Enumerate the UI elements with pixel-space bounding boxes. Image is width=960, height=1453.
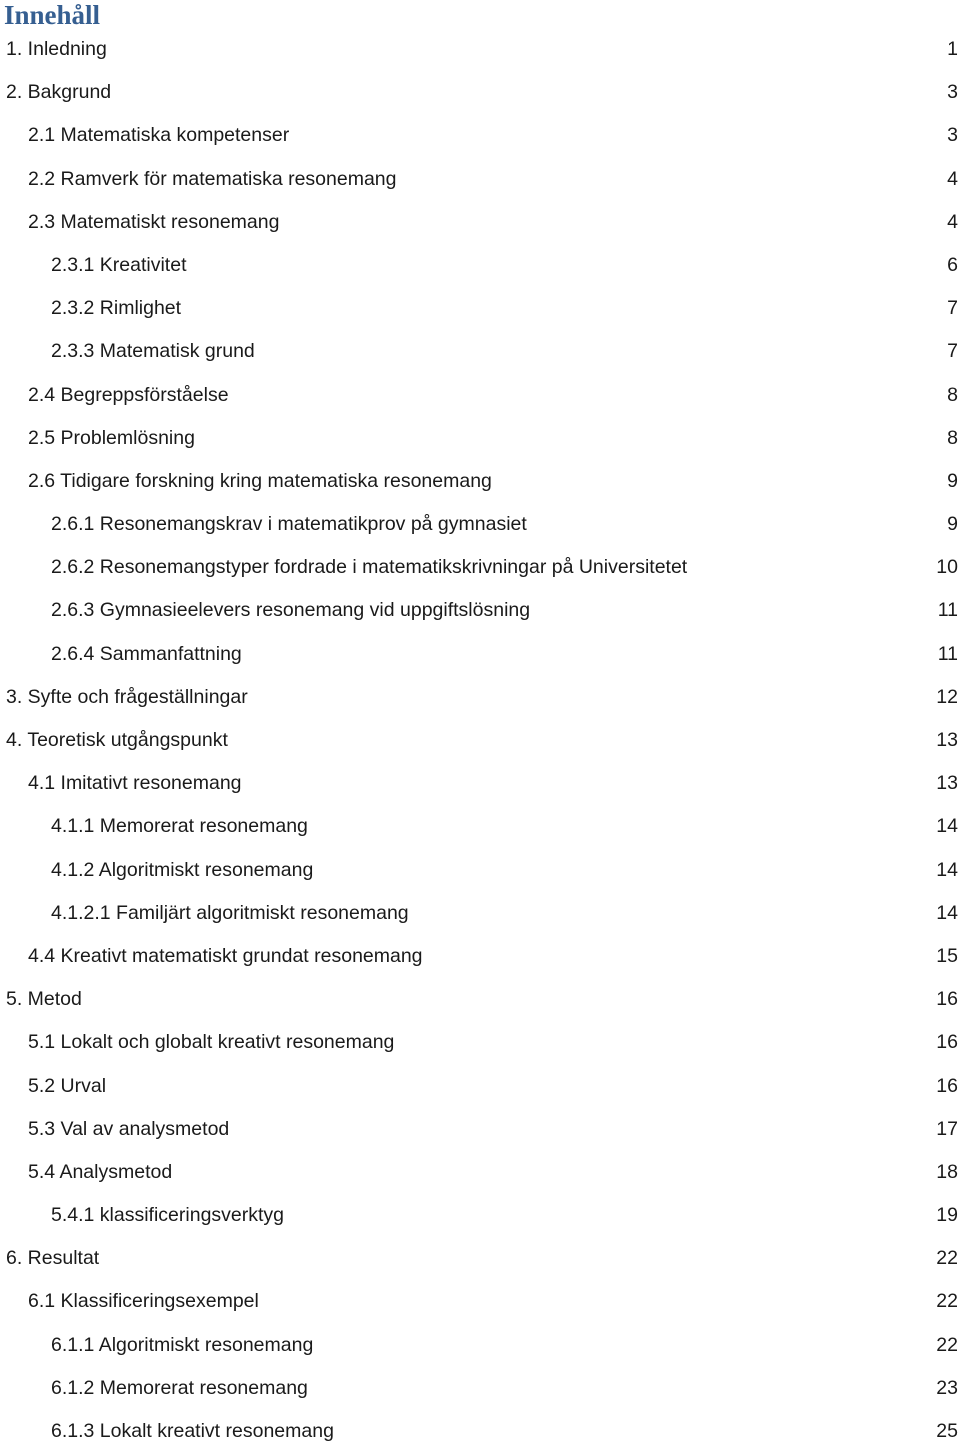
toc-entry-page-number: 9 [947, 469, 958, 492]
toc-entry[interactable] [0, 503, 960, 546]
toc-entry-title: 4. Teoretisk utgångspunkt [6, 729, 228, 751]
toc-entry[interactable] [0, 71, 960, 114]
dot-leader [337, 1436, 929, 1437]
toc-entry[interactable] [0, 158, 960, 201]
toc-entry-title: 2.6.3 Gymnasieelevers resonemang vid uppgiftslösning [51, 599, 531, 622]
dot-leader [231, 745, 929, 746]
toc-entry-title: 2.3.3 Matematisk grund [51, 340, 255, 363]
toc-entry-page-number: 10 [936, 556, 958, 579]
toc-entry-title: 6.1 Klassificeringsexempel [28, 1290, 259, 1313]
toc-entry-title: 5.4.1 klassificeringsverktyg [51, 1204, 285, 1227]
toc-entry-title: 2.1 Matematiska kompetenser [28, 124, 290, 147]
toc-entry[interactable] [0, 1367, 960, 1410]
toc-entry-title: 6.1.1 Algoritmiskt resonemang [51, 1333, 314, 1356]
dot-leader [292, 140, 929, 141]
toc-entry-title: 3. Syfte och frågeställningar [6, 685, 248, 708]
dot-leader [282, 227, 929, 228]
toc-entry[interactable] [0, 330, 960, 373]
toc-entry-title: 2.6 Tidigare forskning kring matematiska resonemang [28, 469, 492, 492]
toc-entry-title: 2.6.2 Resonemangstyper fordrade i matematikskrivningar på Universitetet [51, 556, 688, 579]
dot-leader [232, 400, 929, 401]
toc-entry[interactable] [0, 849, 960, 892]
dot-leader [287, 1220, 929, 1221]
toc-entry-title: 4.1.2 Algoritmiskt resonemang [51, 858, 314, 881]
dot-leader [110, 54, 929, 55]
toc-entry-page-number: 17 [936, 1117, 958, 1140]
dot-leader [426, 961, 929, 962]
toc-entry-page-number: 16 [936, 1031, 958, 1054]
toc-entry-title: 5.2 Urval [28, 1074, 107, 1097]
toc-entry-title: 6.1.3 Lokalt kreativt resonemang [51, 1420, 334, 1442]
toc-entry[interactable] [0, 417, 960, 460]
toc-entry[interactable] [0, 1108, 960, 1151]
toc-entry[interactable] [0, 460, 960, 503]
dot-leader [495, 486, 929, 487]
toc-entry[interactable] [0, 201, 960, 244]
toc-entry-title: 5.1 Lokalt och globalt kreativt resonemang [28, 1031, 395, 1054]
toc-entry[interactable] [0, 805, 960, 848]
dot-leader [533, 615, 929, 616]
toc-entry-title: 2.6.1 Resonemangskrav i matematikprov på gymnasiet [51, 513, 527, 536]
toc-entry-page-number: 11 [937, 599, 958, 622]
dot-leader [311, 831, 929, 832]
toc-entry-page-number: 13 [936, 729, 958, 751]
toc-entry-title: 2.3.1 Kreativitet [51, 253, 187, 276]
toc-entry-title: 4.1 Imitativt resonemang [28, 772, 242, 795]
toc-entry[interactable] [0, 978, 960, 1021]
toc-entry-title: 2.3 Matematiskt resonemang [28, 210, 280, 233]
toc-entry[interactable] [0, 589, 960, 632]
toc-entry-page-number: 8 [947, 383, 958, 406]
toc-entry-title: 2. Bakgrund [6, 81, 112, 104]
toc-entry-title: 4.1.1 Memorerat resonemang [51, 815, 308, 838]
toc-entry-title: 2.2 Ramverk för matematiska resonemang [28, 167, 397, 190]
toc-entry-title: 6. Resultat [6, 1247, 100, 1270]
dot-leader [102, 1263, 929, 1264]
dot-leader [412, 918, 929, 919]
toc-entry[interactable] [0, 1194, 960, 1237]
toc-entry-title: 6.1.2 Memorerat resonemang [51, 1376, 308, 1399]
toc-entry[interactable] [0, 633, 960, 676]
toc-entry-page-number: 14 [936, 858, 958, 881]
toc-entry-page-number: 4 [947, 167, 958, 190]
dot-leader [175, 1177, 929, 1178]
dot-leader [114, 97, 929, 98]
toc-entry[interactable] [0, 1065, 960, 1108]
toc-entry-page-number: 3 [947, 81, 958, 104]
dot-leader [690, 572, 929, 573]
toc-entry-title: 1. Inledning [6, 38, 107, 60]
dot-leader [399, 184, 929, 185]
toc-entry-page-number: 13 [936, 772, 958, 795]
toc-entry-page-number: 8 [947, 426, 958, 449]
toc-entry-title: 4.1.2.1 Familjärt algoritmiskt resonemang [51, 901, 409, 924]
dot-leader [311, 1393, 929, 1394]
toc-entry[interactable] [0, 719, 960, 762]
toc-entry-page-number: 23 [936, 1376, 958, 1399]
toc-entry-page-number: 1 [947, 38, 958, 60]
dot-leader [258, 356, 929, 357]
toc-entry-page-number: 7 [947, 340, 958, 363]
dot-leader [190, 270, 930, 271]
toc-entry-page-number: 14 [936, 815, 958, 838]
toc-entry-title: 2.3.2 Rimlighet [51, 297, 182, 320]
toc-heading: Innehåll [4, 0, 101, 30]
toc-entry-page-number: 16 [936, 988, 958, 1011]
toc-entry-title: 5.3 Val av analysmetod [28, 1117, 230, 1140]
dot-leader [245, 788, 929, 789]
toc-entry[interactable] [0, 1151, 960, 1194]
toc-entry-title: 4.4 Kreativt matematiskt grundat resonemang [28, 944, 423, 967]
dot-leader [198, 443, 929, 444]
toc-entry[interactable] [0, 28, 960, 71]
toc-entry[interactable] [0, 287, 960, 330]
dot-leader [262, 1306, 929, 1307]
toc-entry-page-number: 15 [936, 944, 958, 967]
toc-entry[interactable] [0, 374, 960, 417]
toc-entry-title: 2.4 Begreppsförståelse [28, 383, 229, 406]
toc-entry[interactable] [0, 244, 960, 287]
toc-entry[interactable] [0, 1021, 960, 1064]
toc-entry[interactable] [0, 1280, 960, 1323]
toc-entry-page-number: 3 [947, 124, 958, 147]
dot-leader [232, 1134, 929, 1135]
toc-entry-page-number: 6 [947, 253, 958, 276]
dot-leader [85, 1004, 929, 1005]
toc-entry-page-number: 14 [936, 901, 958, 924]
toc-entry[interactable] [0, 546, 960, 589]
toc-entry[interactable] [0, 676, 960, 719]
dot-leader [530, 529, 929, 530]
toc-entry-page-number: 22 [936, 1333, 958, 1356]
toc-entry-page-number: 16 [936, 1074, 958, 1097]
toc-entry[interactable] [0, 762, 960, 805]
dot-leader [245, 659, 929, 660]
toc-entry-page-number: 22 [936, 1290, 958, 1313]
dot-leader [109, 1091, 929, 1092]
toc-entry[interactable] [0, 892, 960, 935]
table-of-contents [0, 28, 960, 1453]
toc-entry-title: 2.5 Problemlösning [28, 426, 195, 449]
toc-entry-page-number: 7 [947, 297, 958, 320]
toc-entry-page-number: 11 [937, 642, 958, 665]
dot-leader [397, 1047, 929, 1048]
dot-leader [184, 313, 929, 314]
toc-entry-page-number: 22 [936, 1247, 958, 1270]
dot-leader [316, 1350, 929, 1351]
toc-entry[interactable] [0, 1324, 960, 1367]
toc-entry-page-number: 12 [936, 685, 958, 708]
toc-entry-page-number: 9 [947, 513, 958, 536]
dot-leader [316, 875, 929, 876]
toc-entry-title: 2.6.4 Sammanfattning [51, 642, 242, 665]
toc-entry[interactable] [0, 114, 960, 157]
toc-entry[interactable] [0, 935, 960, 978]
toc-entry-page-number: 19 [936, 1204, 958, 1227]
dot-leader [251, 702, 929, 703]
toc-entry-title: 5. Metod [6, 988, 82, 1011]
toc-entry[interactable] [0, 1410, 960, 1453]
toc-entry-page-number: 25 [936, 1420, 958, 1442]
toc-entry-page-number: 18 [936, 1160, 958, 1183]
toc-entry-page-number: 4 [947, 210, 958, 233]
toc-entry-title: 5.4 Analysmetod [28, 1160, 173, 1183]
toc-entry[interactable] [0, 1237, 960, 1280]
